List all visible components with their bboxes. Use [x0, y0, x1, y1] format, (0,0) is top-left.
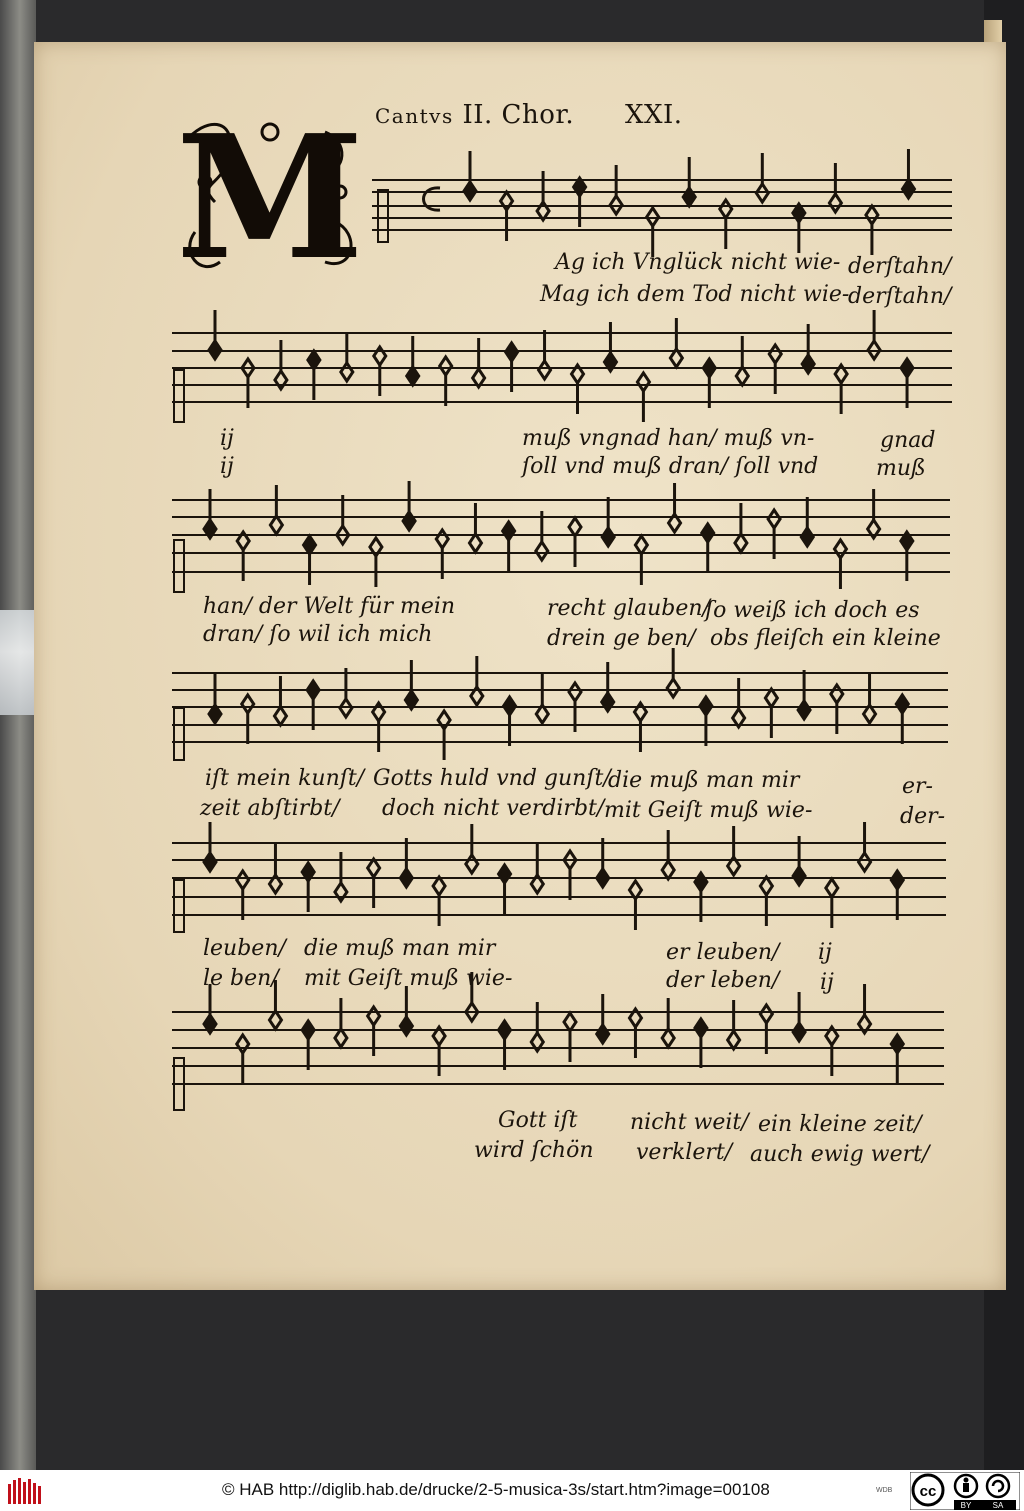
- note-head: [564, 1013, 576, 1031]
- note-head: [760, 877, 772, 895]
- lyric-s5-l2-a: le ben/: [203, 966, 279, 991]
- note-head: [695, 873, 707, 891]
- note-head: [307, 681, 319, 699]
- lyric-s5-l1-a: leuben/: [203, 936, 286, 961]
- note-head: [769, 345, 781, 363]
- note-head: [602, 693, 614, 711]
- lyric-s6-l2-b: verklert/: [636, 1140, 733, 1165]
- lyric-s1-l1-b: derſtahn/: [848, 254, 952, 279]
- note-head: [834, 540, 846, 558]
- lyric-s6-l1-a: Gott iſt: [498, 1108, 578, 1133]
- note-head: [597, 869, 609, 887]
- note-head: [237, 1035, 249, 1053]
- part-prefix: Cantvs: [375, 104, 454, 128]
- note-head: [242, 695, 254, 713]
- lyric-s3-l2-b: drein ge ben/: [547, 626, 696, 651]
- note-head: [793, 867, 805, 885]
- note-head: [765, 689, 777, 707]
- note-head: [335, 1029, 347, 1047]
- note-head: [302, 1021, 314, 1039]
- note-head: [536, 542, 548, 560]
- lyric-s3-l2-c: obs fleiſch ein kleine: [710, 626, 941, 651]
- note-head: [368, 1007, 380, 1025]
- note-head: [859, 853, 871, 871]
- note-head: [829, 194, 841, 212]
- note-head: [335, 883, 347, 901]
- note-head: [768, 510, 780, 528]
- note-head: [634, 703, 646, 721]
- lyric-s6-l2-c: auch ewig wert/: [750, 1142, 930, 1167]
- lyric-s6-l1-b: nicht weit/: [630, 1110, 749, 1135]
- sa-icon: [987, 1475, 1009, 1497]
- note-head: [760, 1005, 772, 1023]
- note-head: [503, 522, 515, 540]
- note-head: [569, 518, 581, 536]
- lyric-s1-l2-a: Mag ich dem Tod nicht wie-: [540, 282, 850, 307]
- lyric-s1-l1-a: Ag ich Vnglück nicht wie-: [555, 250, 841, 275]
- note-head: [901, 359, 913, 377]
- wdb-mark: WDB: [876, 1487, 893, 1494]
- note-head: [602, 528, 614, 546]
- note-head: [902, 180, 914, 198]
- note-head: [308, 351, 320, 369]
- lyric-s4-l1-d: er-: [902, 774, 933, 799]
- note-head: [499, 865, 511, 883]
- note-head: [802, 355, 814, 373]
- note-head: [637, 373, 649, 391]
- staff-system-1: [372, 180, 952, 230]
- note-head: [407, 367, 419, 385]
- note-head: [433, 877, 445, 895]
- note-head: [720, 200, 732, 218]
- lyric-s3-l1-a: han/ der Welt für mein: [203, 594, 456, 619]
- staff-system-2: [172, 333, 952, 402]
- note-head: [368, 859, 380, 877]
- note-head: [237, 871, 249, 889]
- footer-bar: [0, 1470, 1024, 1511]
- note-head: [703, 359, 715, 377]
- cc-license-badge: [910, 1472, 1020, 1510]
- license-by-label: BY: [960, 1501, 972, 1510]
- note-head: [438, 711, 450, 729]
- note-head: [831, 685, 843, 703]
- svg-text:cc: cc: [919, 1483, 937, 1500]
- lyric-s2-l2-b: ſoll vnd muß dran/ ſoll vnd: [522, 454, 819, 479]
- initial-letter: M: [175, 112, 365, 284]
- lyric-s6-l1-c: ein kleine zeit/: [758, 1112, 922, 1137]
- note-head: [469, 534, 481, 552]
- staff-system-4: [172, 673, 948, 742]
- note-head: [539, 361, 551, 379]
- note-head: [304, 536, 316, 554]
- note-head: [683, 188, 695, 206]
- note-head: [662, 861, 674, 879]
- lyric-s4-l2-c: mit Geiſt muß wie-: [604, 798, 813, 823]
- license-sa-label: SA: [992, 1501, 1004, 1510]
- note-head: [569, 683, 581, 701]
- lyric-s5-l1-b: die muß man mir: [304, 936, 496, 961]
- note-head: [400, 869, 412, 887]
- note-head: [667, 679, 679, 697]
- lyric-s4-l1-a: iſt mein kunſt/: [205, 766, 365, 791]
- note-head: [801, 528, 813, 546]
- note-head: [374, 347, 386, 365]
- note-head: [270, 516, 282, 534]
- note-head: [499, 1021, 511, 1039]
- lyric-s4-l2-a: zeit abſtirbt/: [200, 796, 340, 821]
- note-head: [891, 871, 903, 889]
- note-head: [891, 1035, 903, 1053]
- lyric-s4-l2-b: doch nicht verdirbt/: [382, 796, 605, 821]
- note-head: [798, 701, 810, 719]
- note-head: [826, 879, 838, 897]
- note-head: [373, 703, 385, 721]
- staff-system-3: [172, 500, 950, 572]
- note-head: [736, 367, 748, 385]
- lyric-s5-l1-d: ij: [818, 940, 832, 965]
- lyric-s1-l2-b: derſtahn/: [848, 284, 952, 309]
- note-head: [269, 1011, 281, 1029]
- note-head: [275, 371, 287, 389]
- note-head: [209, 341, 221, 359]
- note-head: [274, 707, 286, 725]
- staff-system-6: [172, 1012, 944, 1084]
- lyric-s5-l2-c: der leben/: [666, 968, 780, 993]
- lyric-s2-l1-a: ij: [220, 426, 234, 451]
- lyric-s5-l2-b: mit Geiſt muß wie-: [304, 966, 513, 991]
- lyric-s2-l2-c: muß: [876, 456, 926, 481]
- note-head: [635, 536, 647, 554]
- lyric-s5-l2-d: ij: [820, 970, 834, 995]
- lyric-s5-l1-c: er leuben/: [666, 940, 780, 965]
- note-head: [506, 343, 518, 361]
- note-head: [440, 357, 452, 375]
- note-head: [466, 855, 478, 873]
- note-head: [400, 1017, 412, 1035]
- note-head: [501, 192, 513, 210]
- note-head: [793, 1023, 805, 1041]
- hab-logo-icon: [8, 1478, 42, 1504]
- note-head: [896, 695, 908, 713]
- note-head: [700, 697, 712, 715]
- part-rest: II. Chor.: [462, 100, 575, 130]
- lyric-s2-l2-a: ij: [220, 454, 234, 479]
- note-head: [436, 530, 448, 548]
- citation-text: © HAB http://diglib.hab.de/drucke/2-5-musica-3s/start.htm?image=00108: [222, 1480, 770, 1499]
- note-head: [735, 534, 747, 552]
- cc-icon: [913, 1475, 943, 1505]
- lyric-s3-l2-a: dran/ ſo wil ich mich: [203, 622, 433, 647]
- note-head: [403, 512, 415, 530]
- note-head: [204, 853, 216, 871]
- note-head: [597, 1025, 609, 1043]
- note-head: [464, 182, 476, 200]
- page-number: XXI.: [624, 100, 683, 130]
- lyric-s6-l2-a: wird ſchön: [474, 1138, 594, 1163]
- note-head: [662, 1029, 674, 1047]
- lyric-s4-l1-c: die muß man mir: [608, 768, 800, 793]
- lyric-s3-l1-c: ſo weiß ich doch es: [705, 598, 920, 623]
- note-head: [728, 1031, 740, 1049]
- lyric-s3-l1-b: recht glauben/: [547, 596, 710, 621]
- note-head: [695, 1019, 707, 1037]
- note-head: [866, 206, 878, 224]
- lyric-s4-l1-b: Gotts huld vnd gunſt/: [373, 766, 611, 791]
- lyric-s4-l2-d: der-: [900, 804, 946, 829]
- lyric-s2-l1-b: muß vngnad han/ muß vn-: [522, 426, 815, 451]
- staff-system-5: [172, 843, 946, 915]
- lyric-s2-l1-c: gnad: [880, 428, 936, 453]
- note-head: [341, 363, 353, 381]
- by-icon: [955, 1475, 977, 1497]
- note-head: [702, 524, 714, 542]
- note-head: [504, 697, 516, 715]
